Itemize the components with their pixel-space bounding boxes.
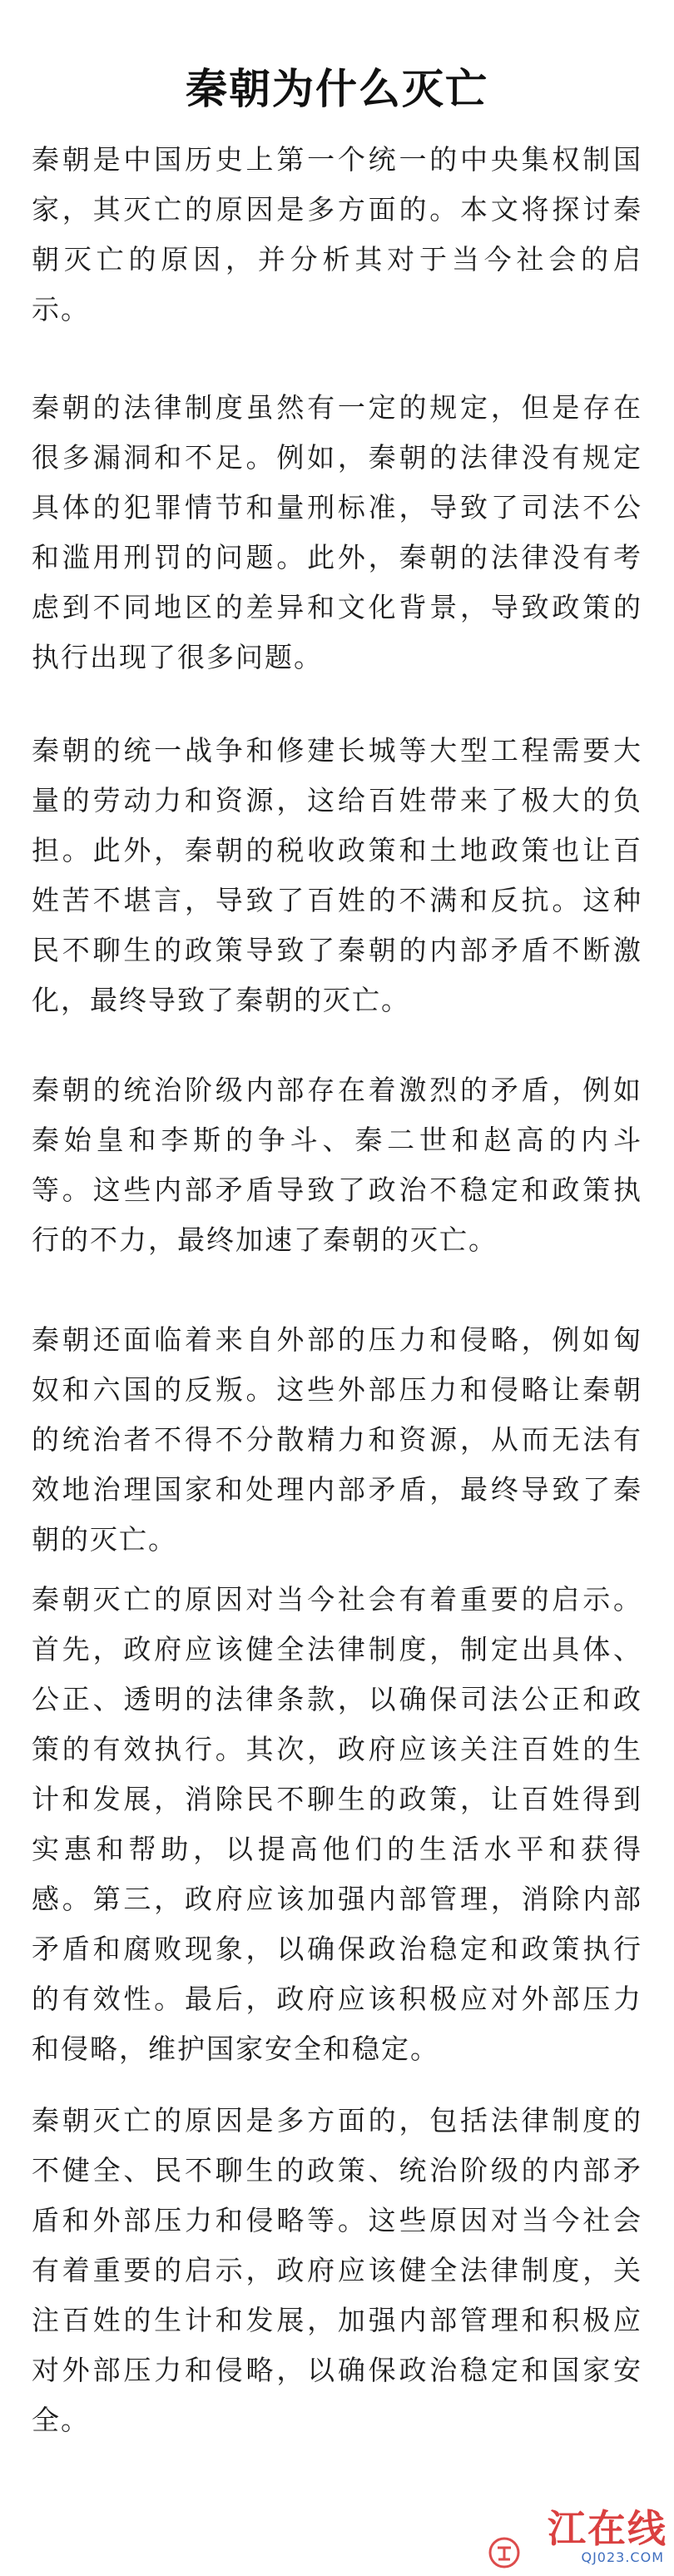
article-paragraph: 秦朝灭亡的原因是多方面的，包括法律制度的不健全、民不聊生的政策、统治阶级的内部矛盾和外部压力和侵略等。这些原因对当今社会有着重要的启示，政府应该健全法律制度，关注百姓的生计和发展，加强内部管理和积极应对外部压力和侵略，以确保政治稳定和国家安全。 <box>32 2104 642 2436</box>
article-paragraph: 秦朝还面临着来自外部的压力和侵略，例如匈奴和六国的反叛。这些外部压力和侵略让秦朝的统治者不得不分散精力和资源，从而无法有效地治理国家和处理内部矛盾，最终导致了秦朝的灭亡。 <box>32 1323 642 1556</box>
article-paragraph: 秦朝的统一战争和修建长城等大型工程需要大量的劳动力和资源，这给百姓带来了极大的负担。此外，秦朝的税收政策和土地政策也让百姓苦不堪言，导致了百姓的不满和反抗。这种民不聊生的政策导致了秦朝的内部矛盾不断激化，最终导致了秦朝的灭亡。 <box>32 734 642 1016</box>
article-title: 秦朝为什么灭亡 <box>186 64 488 113</box>
site-watermark <box>493 2506 667 2571</box>
article-paragraph: 秦朝灭亡的原因对当今社会有着重要的启示。首先，政府应该健全法律制度，制定出具体、公正、透明的法律条款，以确保司法公正和政策的有效执行。其次，政府应该关注百姓的生计和发展，消除民不聊生的政策，让百姓得到实惠和帮助，以提高他们的生活水平和获得感。第三，政府应该加强内部管理，消除内部矛盾和腐败现象，以确保政治稳定和政策执行的有效性。最后，政府应该积极应对外部压力和侵略，维护国家安全和稳定。 <box>32 1583 642 2065</box>
article-paragraph: 秦朝是中国历史上第一个统一的中央集权制国家，其灭亡的原因是多方面的。本文将探讨秦朝灭亡的原因，并分析其对于当今社会的启示。 <box>32 143 642 325</box>
watermark-logo-text: 江在线 <box>548 2506 667 2551</box>
watermark-domain: QJ023.COM <box>581 2549 664 2565</box>
article-paragraph: 秦朝的法律制度虽然有一定的规定，但是存在很多漏洞和不足。例如，秦朝的法律没有规定具体的犯罪情节和量刑标准，导致了司法不公和滥用刑罚的问题。此外，秦朝的法律没有考虑到不同地区的差异和文化背景，导致政策的执行出现了很多问题。 <box>32 391 642 673</box>
article-paragraph: 秦朝的统治阶级内部存在着激烈的矛盾，例如秦始皇和李斯的争斗、秦二世和赵高的内斗等。这些内部矛盾导致了政治不稳定和政策执行的不力，最终加速了秦朝的灭亡。 <box>32 1074 642 1256</box>
